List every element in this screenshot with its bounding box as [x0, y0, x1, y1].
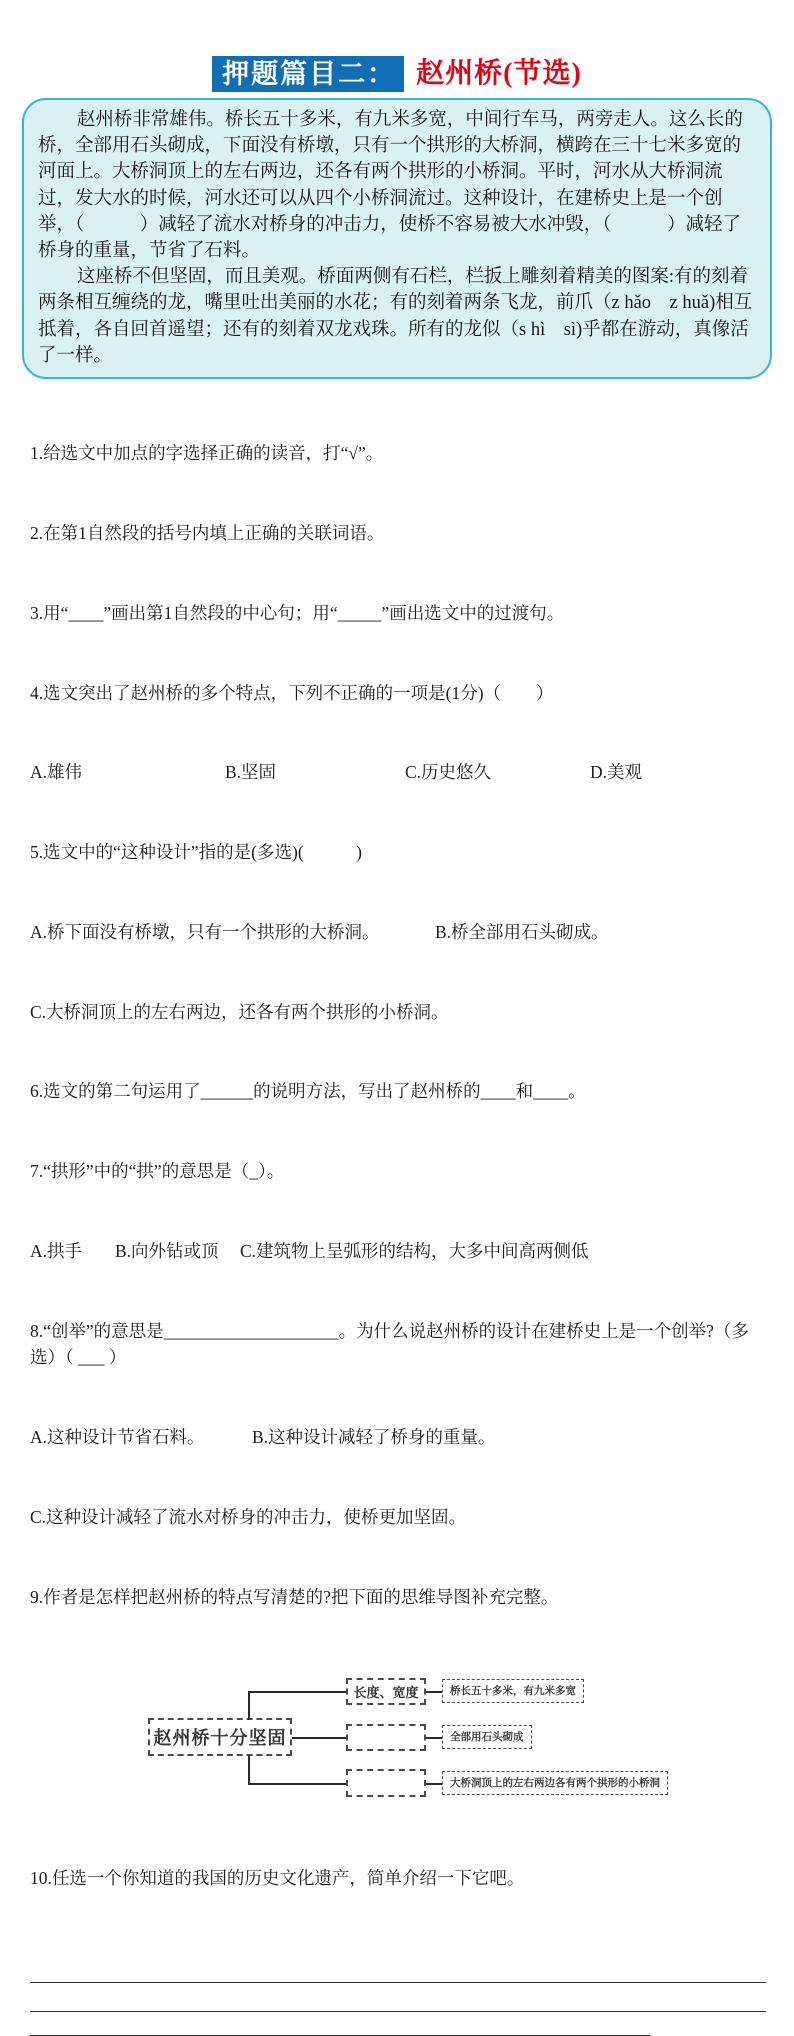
option-8a: A.这种设计节省石料。	[30, 1427, 205, 1448]
passage-box	[22, 98, 772, 379]
option-7b: B.向外钻或顶	[115, 1241, 219, 1262]
answer-line-2	[30, 2011, 766, 2012]
connector-line	[292, 1737, 346, 1739]
title-tag: 押题篇目二：	[212, 56, 404, 92]
option-7a: A.拱手	[30, 1241, 83, 1262]
option-4a: A.雄伟	[30, 762, 83, 783]
mindmap-branch3-value-box: 大桥洞顶上的左右两边各有两个拱形的小桥洞	[442, 1771, 668, 1795]
question-7-options	[30, 1238, 766, 1265]
mindmap-branch2-value-box: 全部用石头砌成	[442, 1725, 532, 1749]
option-5a: A.桥下面没有桥墩，只有一个拱形的大桥洞。	[30, 921, 380, 942]
answer-line-3	[30, 2035, 650, 2036]
question-4: 4.选文突出了赵州桥的多个特点，下列不正确的一项是(1分)（ ）	[30, 682, 554, 703]
passage-paragraph-1: 赵州桥非常雄伟。桥长五十多米，有九米多宽，中间行车马，两旁走人。这么长的桥，全部用石头砌成，下面没有桥墩，只有一个拱形的大桥洞，横跨在三十七米多宽的河面上。大桥洞顶上的左右两边，还各有两个拱形的小桥洞。平时，河水从大桥洞流过，发大水的时候，河水还可以从四个小桥洞流过。这种设计，在建桥史上是一个创举，（ ）减轻了流水对桥身的冲击力，使桥不容易被大水冲毁，（ ）减轻了桥身的重量，节省了石料。	[38, 110, 743, 262]
title-text: 赵州桥(节选)	[416, 58, 582, 89]
option-5b: B.桥全部用石头砌成。	[435, 921, 609, 942]
question-7: 7.“拱形”中的“拱”的意思是（_）。	[30, 1161, 285, 1182]
mindmap-branch1-label-box: 长度、宽度	[346, 1678, 426, 1705]
connector-line	[426, 1783, 442, 1785]
mindmap-diagram	[0, 1672, 794, 1808]
question-10: 10.任选一个你知道的我国的历史文化遗产，简单介绍一下它吧。	[30, 1867, 525, 1888]
option-8c: C.这种设计减轻了流水对桥身的冲击力，使桥更加坚固。	[30, 1506, 467, 1527]
question-5-options-row1	[30, 919, 766, 946]
question-10-section	[30, 1812, 766, 1945]
option-4c: C.历史悠久	[405, 762, 492, 783]
question-9: 9.作者是怎样把赵州桥的特点写清楚的?把下面的思维导图补充完整。	[30, 1586, 559, 1607]
answer-area	[30, 1982, 766, 2036]
option-7c: C.建筑物上呈弧形的结构，大多中间高两侧低	[240, 1241, 589, 1262]
mindmap-branch3-label-box-empty	[346, 1769, 426, 1797]
connector-line	[248, 1756, 250, 1785]
question-8: 8.“创举”的意思是____________________。为什么说赵州桥的设计在建桥史上是一个创举?（多选）（ ___ ）	[30, 1320, 749, 1368]
option-4d: D.美观	[590, 762, 643, 783]
option-4b: B.坚固	[225, 762, 277, 783]
connector-line	[248, 1691, 250, 1720]
questions-section	[30, 387, 766, 1664]
answer-line-1	[30, 1982, 766, 1983]
connector-line	[426, 1737, 442, 1739]
connector-line	[426, 1691, 442, 1693]
page-title	[0, 56, 794, 92]
question-2: 2.在第1自然段的括号内填上正确的关联词语。	[30, 523, 385, 543]
mindmap-branch1-value-box: 桥长五十多米，有九米多宽	[442, 1679, 584, 1703]
option-8b: B.这种设计减轻了桥身的重量。	[252, 1427, 496, 1448]
passage-paragraph-2: 这座桥不但坚固，而且美观。桥面两侧有石栏，栏扳上雕刻着精美的图案:有的刻着两条相互缠绕的龙，嘴里吐出美丽的水花；有的刻着两条飞龙，前爪（z hǎo z huǎ)相互抵着，各自回首遥望；还有的刻着双龙戏珠。所有的龙似（s hì sì)乎都在游动，真像活了一样。	[38, 267, 753, 366]
mindmap-branch2-label-box-empty	[346, 1724, 426, 1751]
question-1: 1.给选文中加点的字选择正确的读音，打“√”。	[30, 443, 384, 464]
connector-line	[248, 1691, 346, 1693]
option-5c: C.大桥洞顶上的左右两边，还各有两个拱形的小桥洞。	[30, 1001, 449, 1022]
question-4-options	[30, 759, 766, 786]
question-8-options-row1	[30, 1424, 766, 1451]
worksheet-page	[0, 56, 794, 2036]
connector-line	[248, 1783, 346, 1785]
question-6: 6.选文的第二句运用了______的说明方法，写出了赵州桥的____和____。	[30, 1081, 586, 1102]
mindmap-root-box: 赵州桥十分坚固	[148, 1718, 292, 1756]
question-3: 3.用“____”画出第1自然段的中心句；用“_____”画出选文中的过渡句。	[30, 602, 565, 623]
question-5: 5.选文中的“这种设计”指的是(多选)( )	[30, 842, 362, 863]
